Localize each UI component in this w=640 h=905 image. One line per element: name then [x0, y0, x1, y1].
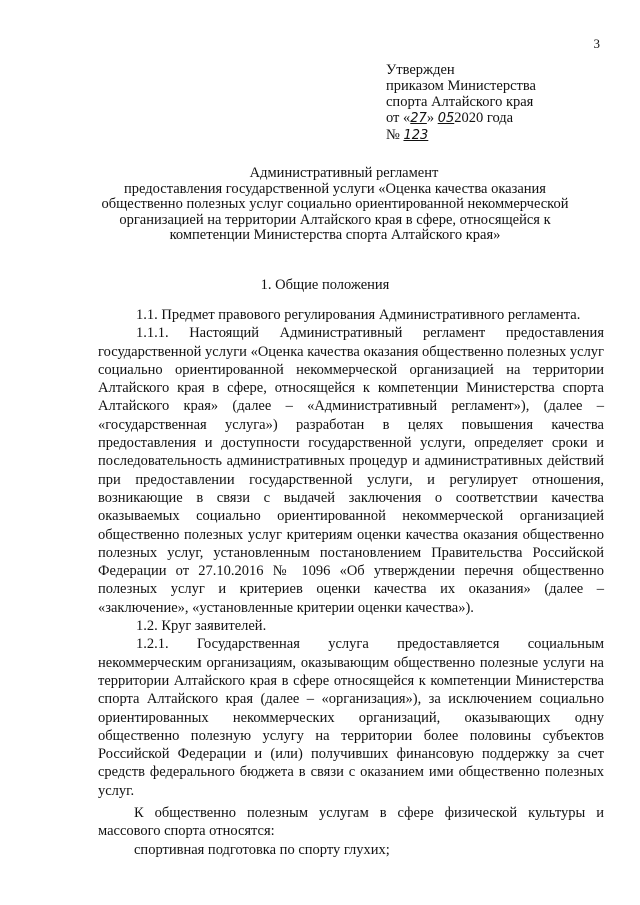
list-item-service: спортивная подготовка по спорту глухих;: [134, 841, 390, 858]
date-mid: »: [426, 110, 438, 126]
date-suffix: 2020 года: [454, 110, 514, 126]
paragraph-1-1: 1.1. Предмет правового регулирования Административного регламента.: [136, 307, 581, 323]
approval-line-2: приказом Министерства: [386, 78, 536, 94]
paragraph-1-1-1: 1.1.1. Настоящий Административный регламент предоставления государственной услуги «Оценка качества оказания общественно полезных услуг социально ориентированной некоммерческой организацией на территории Алтайского края в сфере, относящейся к компетенции Министерства спорта Алтайского края» (далее – «Административный регламент»), (далее – «государственная услуга») разработан в целях повышения качества предоставления и доступности государственной услуги, определяет сроки и последовательность административных процедур и административных действий при предоставлении государственной услуги, и регулирует отношения, возникающие в связи с выдачей заключения о соответствии качества оказываемых социально ориентированной некоммерческой организацией общественно полезных услуг критериям оценки качества оказания общественно полезных услуг, установленным постановлением Правительства Российской Федерации от 27.10.2016 № 1096 «Об утверждении перечня общественно полезных услуг и критериев оценки качества их оказания» (далее – «заключение», «установленные критерии оценки качества»).: [98, 325, 604, 616]
section-heading: 1. Общие положения: [260, 277, 390, 293]
paragraph-1-2: 1.2. Круг заявителей.: [136, 618, 267, 635]
document-title: [80, 166, 590, 244]
title-line-2: предоставления государственной услуги «Оценка качества оказания: [124, 180, 546, 197]
document-body: [98, 306, 604, 859]
handwritten-number: 123: [403, 128, 429, 143]
number-prefix: №: [386, 127, 404, 143]
title-line-5: компетенции Министерства спорта Алтайского края»: [169, 227, 501, 243]
approval-stamp: [386, 62, 536, 144]
page-number: 3: [593, 36, 600, 51]
approval-number: [386, 127, 536, 144]
date-prefix: от «: [386, 110, 411, 126]
title-line-4: организацией на территории Алтайского края в сфере, относящейся к: [119, 211, 551, 228]
paragraph-1-2-1: 1.2.1. Государственная услуга предоставляется социальным некоммерческим организациям, оказывающим общественно полезные услуги на территории Алтайского края в сфере относящейся к компетенции Министерства спорта Алтайского края (далее – «организация»), за исключением социально ориентированных некоммерческих организаций, оказывающих одну общественно полезную услугу на территории более половины субъектов Российской Федерации и (или) получивших финансовую поддержку за счет средств федерального бюджета в связи с оказанием ими общественно полезных услуг.: [98, 636, 604, 799]
handwritten-month: 05: [437, 111, 455, 126]
approval-line-1: Утвержден: [386, 62, 455, 78]
handwritten-day: 27: [410, 111, 427, 126]
title-line-3: общественно полезных услуг социально ориентированной некоммерческой: [101, 196, 569, 212]
approval-date: [386, 110, 536, 127]
paragraph-services-intro: К общественно полезным услугам в сфере физической культуры и массового спорта относятся:: [98, 805, 604, 840]
approval-line-3: спорта Алтайского края: [386, 94, 534, 110]
title-line-1: Административный регламент: [249, 165, 439, 181]
